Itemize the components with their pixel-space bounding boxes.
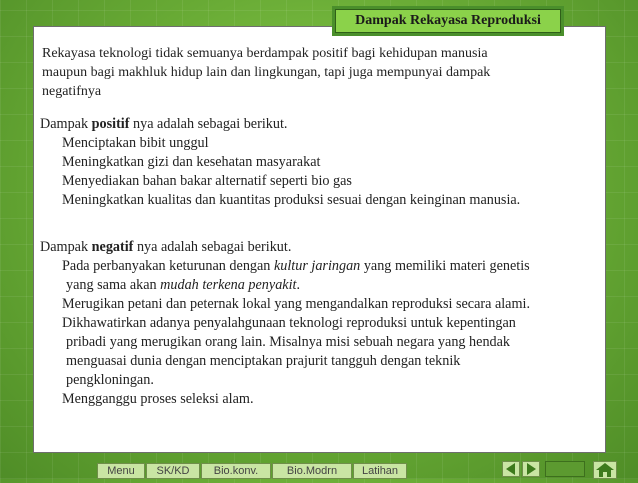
arrow-right-icon — [523, 462, 539, 476]
intro-line: negatifnya — [42, 84, 102, 99]
positive-item: Menciptakan bibit unggul — [62, 135, 209, 151]
negative-item: Merugikan petani dan peternak lokal yang mengandalkan reproduksi secara alami. — [62, 296, 531, 312]
nav-skkd-button[interactable]: SK/KD — [146, 463, 200, 479]
nav-biokonv-button[interactable]: Bio.konv. — [201, 463, 271, 479]
intro-paragraph — [42, 44, 582, 101]
negative-item: Pada perbanyakan keturunan dengan kultur jaringan yang memiliki materi genetis — [62, 258, 530, 274]
positive-keyword: positif — [91, 116, 130, 132]
negative-item: Mengganggu proses seleksi alam. — [62, 391, 254, 407]
intro-line: Rekayasa teknologi tidak semuanya berdampak positif bagi kehidupan manusia — [42, 46, 488, 61]
page-title: Dampak Rekayasa Reproduksi — [335, 9, 561, 33]
positive-item: Menyediakan bahan bakar alternatif seperti bio gas — [62, 173, 352, 189]
nav-biomodrn-button[interactable]: Bio.Modrn — [272, 463, 352, 479]
negative-item-cont: yang sama akan mudah terkena penyakit. — [66, 277, 301, 293]
home-icon — [594, 462, 616, 478]
positive-heading: Dampak positif nya adalah sebagai berikut. — [40, 116, 288, 132]
negative-keyword: negatif — [91, 239, 134, 255]
title-badge — [332, 6, 564, 36]
positive-item: Meningkatkan kualitas dan kuantitas produksi sesuai dengan keinginan manusia. — [62, 192, 521, 208]
negative-item: Dikhawatirkan adanya penyalahgunaan teknologi reproduksi untuk kepentingan — [62, 315, 516, 331]
negative-heading: Dampak negatif nya adalah sebagai berikut. — [40, 239, 292, 255]
positive-section — [40, 115, 600, 210]
home-button[interactable] — [593, 461, 617, 479]
negative-item-cont: pengkloningan. — [66, 372, 154, 388]
arrow-left-icon — [503, 462, 519, 476]
positive-item: Meningkatkan gizi dan kesehatan masyarakat — [62, 154, 321, 170]
negative-item-cont: pribadi yang merugikan orang lain. Misalnya misi sebuah negara yang hendak — [66, 334, 511, 350]
nav-spacer — [545, 461, 585, 477]
nav-menu-button[interactable]: Menu — [97, 463, 145, 479]
negative-item-cont: menguasai dunia dengan menciptakan prajurit tangguh dengan teknik — [66, 353, 461, 369]
intro-line: maupun bagi makhluk hidup lain dan lingkungan, tapi juga mempunyai dampak — [42, 65, 491, 80]
prev-button[interactable] — [502, 461, 520, 477]
nav-latihan-button[interactable]: Latihan — [353, 463, 407, 479]
next-button[interactable] — [522, 461, 540, 477]
negative-section — [40, 238, 600, 409]
